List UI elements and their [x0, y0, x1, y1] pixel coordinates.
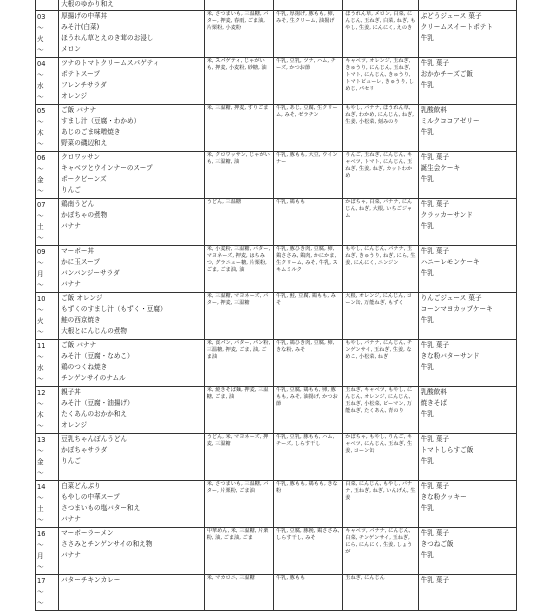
- date-cell: [36, 528, 59, 575]
- snack-item: 牛乳: [420, 34, 434, 42]
- date-separator: ～: [37, 46, 44, 54]
- ingredient-list: 米, 小麦粉, 三温糖, バター, マヨネーズ, 押麦, はちみつ, グラニュー糖, 片栗粉, ごま, ごま油, 油: [206, 246, 271, 273]
- snack-item: 牛乳: [420, 316, 434, 324]
- dish-name: かぼちゃサラダ: [61, 446, 108, 454]
- weekday: 木: [37, 411, 44, 419]
- ingredient-list: 牛乳, 豚ひき肉, 豆腐, 卵, 鶏ささみ, 鶏肉, かにかま, 生クリーム, みそ, 牛乳, スキムミルク: [275, 246, 338, 273]
- dish-name: フレンチサラダ: [61, 81, 107, 89]
- snack-item: きな粉バターサンド: [420, 352, 480, 360]
- date-cell: [36, 58, 59, 105]
- vegetable-ingredients-cell: [343, 481, 418, 528]
- ingredient-list: 牛乳, 豚もも: [275, 575, 306, 581]
- menu-cell: [59, 0, 205, 11]
- date-number: 13: [37, 436, 46, 444]
- menu-cell: [59, 387, 205, 434]
- dish-name: りんご: [61, 457, 81, 465]
- vegetable-ingredients-cell: [343, 293, 418, 340]
- menu-row: [36, 434, 517, 481]
- snack-item: 牛乳 菓子: [420, 247, 450, 255]
- snack-item: 牛乳: [420, 457, 434, 465]
- date-cell: [36, 340, 59, 387]
- snack-item: 牛乳: [420, 175, 434, 183]
- dish-name: オレンジ: [61, 421, 88, 429]
- dish-name: ツナのトマトクリームスパゲティ: [61, 59, 160, 67]
- date-cell: [36, 0, 59, 11]
- snack-item: 乳酸飲料: [420, 106, 447, 114]
- date-number: 07: [37, 201, 46, 209]
- date-number: 04: [37, 60, 46, 68]
- date-cell: [36, 293, 59, 340]
- vegetable-ingredients-cell: [343, 434, 418, 481]
- snack-item: 牛乳: [420, 410, 434, 418]
- menu-cell: [59, 105, 205, 152]
- vegetable-ingredients-cell: [343, 105, 418, 152]
- protein-ingredients-cell: [273, 340, 342, 387]
- snack-item: トマトしらすご飯: [420, 446, 474, 454]
- vegetable-ingredients-cell: [343, 152, 418, 199]
- snack-item: 牛乳: [420, 504, 434, 512]
- energy-ingredients-cell: [204, 152, 273, 199]
- snack-cell: [418, 58, 516, 105]
- dish-name: 親子丼: [61, 388, 81, 396]
- menu-cell: [59, 528, 205, 575]
- menu-table: [35, 0, 517, 611]
- snack-cell: [418, 293, 516, 340]
- ingredient-list: もやし, にんじん, バナナ, 玉ねぎ, きゅうり, ねぎ, にら, 生姜, にんにく, ニンジン: [345, 246, 416, 266]
- ingredient-list: 中華めん, 米, 三温糖, 片栗粉, 油, ごま油, ごま: [206, 528, 269, 541]
- date-cell: [36, 11, 59, 58]
- snack-item: 牛乳 菓子: [420, 529, 450, 537]
- date-separator: ～: [37, 118, 44, 126]
- date-separator: ～: [37, 93, 44, 101]
- ingredient-list: 牛乳, 厚揚げ, 豚もも, 卵, みそ, 生クリーム, 油揚げ: [275, 11, 335, 24]
- dish-name: 鮭の西京焼き: [61, 316, 101, 324]
- dish-name: かぼちゃの煮物: [61, 211, 108, 219]
- snack-cell: [418, 199, 516, 246]
- dish-name: チンゲンサイのナムル: [61, 374, 126, 382]
- ingredient-list: 大根, オレンジ, にんじん, コーン缶, 万能ねぎ, もずく: [345, 293, 412, 306]
- snack-item: 牛乳 菓子: [420, 482, 450, 490]
- dish-name: みそ汁（豆腐・なめこ）: [61, 352, 134, 360]
- protein-ingredients-cell: [273, 575, 342, 611]
- weekday: 月: [37, 552, 44, 560]
- ingredient-list: 玉ねぎ, キャベツ, もやし, にんじん, オレンジ, にんじん, 玉ねぎ, 小松菜, ピーマン, 万能ねぎ, たくあん, 青のり: [345, 387, 413, 414]
- dish-name: マーボー丼: [61, 247, 95, 255]
- protein-ingredients-cell: [273, 434, 342, 481]
- ingredient-list: 牛乳, 鶏もも: [275, 199, 306, 205]
- menu-row: [36, 481, 517, 528]
- menu-sheet: [35, 0, 517, 611]
- vegetable-ingredients-cell: [343, 246, 418, 293]
- snack-item: 牛乳 菓子: [420, 59, 450, 67]
- menu-cell: [59, 152, 205, 199]
- date-separator: ～: [37, 422, 44, 430]
- weekday: 水: [37, 364, 44, 372]
- menu-row: [36, 387, 517, 434]
- snack-item: りんごジュース 菓子: [420, 294, 482, 302]
- date-cell: [36, 481, 59, 528]
- protein-ingredients-cell: [273, 293, 342, 340]
- dish-name: もやしの中華スープ: [61, 493, 120, 501]
- ingredient-list: 白菜, にんじん, もやし, バナナ, 玉ねぎ, ねぎ, いんげん, 生姜: [345, 481, 416, 501]
- protein-ingredients-cell: [273, 152, 342, 199]
- weekday: 月: [37, 270, 44, 278]
- ingredient-list: 米, マカロニ, 三温糖: [206, 575, 255, 581]
- snack-item: クリームスイートポテト: [420, 23, 493, 31]
- dish-name: 鶏南うどん: [61, 200, 95, 208]
- vegetable-ingredients-cell: [343, 340, 418, 387]
- weekday: 火: [37, 35, 44, 43]
- weekday: 水: [37, 82, 44, 90]
- menu-cell: [59, 199, 205, 246]
- dish-name: 鶏のつくね焼き: [61, 363, 108, 371]
- date-number: 03: [37, 13, 46, 21]
- vegetable-ingredients-cell: [343, 199, 418, 246]
- ingredient-list: 牛乳, 豆腐, 豚挽, 鶏ささみ, しらす干し, みそ: [275, 528, 340, 541]
- dish-name: ご飯 バナナ: [61, 106, 97, 114]
- ingredient-list: 玉ねぎ, にんじん: [345, 575, 385, 581]
- dish-name: たくあんのおかか和え: [61, 410, 128, 418]
- energy-ingredients-cell: [204, 58, 273, 105]
- dish-name: ポークビーンズ: [61, 175, 107, 183]
- date-number: 17: [37, 577, 46, 585]
- dish-name: かに玉スープ: [61, 258, 100, 266]
- date-separator: ～: [37, 494, 44, 502]
- ingredient-list: りんご, 玉ねぎ, にんじん, キャベツ, トマト, にんじん, 玉ねぎ, 生姜, ねぎ, カットわかめ: [345, 152, 413, 179]
- ingredient-list: もやし, バナナ, にんじん, チンゲンサイ, 玉ねぎ, 生姜, なめこ, 小松菜, ねぎ: [345, 340, 413, 360]
- weekday: 木: [37, 129, 44, 137]
- menu-cell: [59, 575, 205, 611]
- ingredient-list: 牛乳, 鶏ひき肉, 豆腐, 卵, きな粉, みそ: [275, 340, 335, 353]
- date-separator: ～: [37, 71, 44, 79]
- ingredient-list: 米, さつまいも, 三温糖, バター, 片栗粉, ごま油: [206, 481, 269, 494]
- snack-item: 牛乳: [420, 551, 434, 559]
- snack-item: 牛乳: [420, 128, 434, 136]
- dish-name: すまし汁（豆腐・わかめ）: [61, 117, 141, 125]
- dish-name: メロン: [61, 45, 81, 53]
- snack-cell: [418, 528, 516, 575]
- weekday: 土: [37, 223, 44, 231]
- snack-item: きな粉クッキー: [420, 493, 467, 501]
- menu-row: [36, 58, 517, 105]
- snack-item: 乳酸飲料: [420, 388, 447, 396]
- snack-item: ミルクココアゼリー: [420, 117, 480, 125]
- date-separator: ～: [37, 447, 44, 455]
- weekday: 金: [37, 176, 44, 184]
- ingredient-list: ほうれん草, メロン, 白菜, にんじん, 玉ねぎ, 白菜, ねぎ, もやし, 生姜, にんにく, えのき: [345, 11, 416, 31]
- ingredient-list: 米, スパゲティ, じゃがいも, 押麦, 小麦粉, 砂糖, 油: [206, 58, 267, 71]
- snack-item: 牛乳 菓子: [420, 435, 450, 443]
- ingredient-list: 牛乳, 豆乳, ツナ, ハム, チーズ, かつお節: [275, 58, 336, 71]
- snack-cell: [418, 340, 516, 387]
- menu-row: [36, 0, 517, 11]
- dish-name: あじのごま味噌焼き: [61, 128, 121, 136]
- energy-ingredients-cell: [204, 11, 273, 58]
- dish-name: みそ汁(白菜): [61, 23, 100, 31]
- menu-row: [36, 575, 517, 611]
- dish-name: ほうれん草とえのき茸のお浸し: [61, 34, 154, 42]
- snack-item: 牛乳 菓子: [420, 200, 450, 208]
- protein-ingredients-cell: [273, 387, 342, 434]
- date-separator: ～: [37, 353, 44, 361]
- vegetable-ingredients-cell: [343, 528, 418, 575]
- dish-name: 大根とにんじんの煮物: [61, 327, 128, 335]
- ingredient-list: キャベツ, オレンジ, 玉ねぎ, きゅうり, にんじん, 玉ねぎ, トマト, にんじん, きゅうり, トマトピューレ, きゅうり, しめじ, パセリ: [345, 58, 414, 92]
- snack-cell: [418, 434, 516, 481]
- date-number: 09: [37, 248, 46, 256]
- snack-item: 牛乳: [420, 222, 434, 230]
- snack-item: コーンマヨカップケーキ: [420, 305, 493, 313]
- snack-item: 誕生会ケーキ: [420, 164, 461, 172]
- vegetable-ingredients-cell: [343, 58, 418, 105]
- date-number: 05: [37, 107, 46, 115]
- snack-cell: [418, 152, 516, 199]
- dish-name: バナナ: [61, 551, 81, 559]
- vegetable-ingredients-cell: [343, 0, 418, 11]
- date-cell: [36, 246, 59, 293]
- menu-cell: [59, 58, 205, 105]
- dish-name: キャベツとウインナーのスープ: [61, 164, 153, 172]
- energy-ingredients-cell: [204, 199, 273, 246]
- date-separator: ～: [37, 400, 44, 408]
- ingredient-list: うどん, 米, マヨネーズ, 押麦, 三温糖: [206, 434, 269, 447]
- date-cell: [36, 387, 59, 434]
- ingredient-list: 米, 三温糖, 押麦, すりごま: [206, 105, 269, 111]
- energy-ingredients-cell: [204, 0, 273, 11]
- menu-row: [36, 340, 517, 387]
- snack-item: 牛乳: [420, 269, 434, 277]
- dish-name: 厚揚げの中華丼: [61, 12, 108, 20]
- dish-name: りんご: [61, 186, 81, 194]
- ingredient-list: 牛乳, 鮭, 豆腐, 鶏もも, みそ: [275, 293, 336, 306]
- ingredient-list: 米, さつまいも, 三温糖, バター, 押麦, 春雨, ごま油, 片栗粉, 小麦粉: [206, 11, 269, 31]
- snack-cell: [418, 575, 516, 611]
- snack-item: きつねご飯: [420, 540, 454, 548]
- energy-ingredients-cell: [204, 434, 273, 481]
- date-separator: ～: [37, 599, 44, 607]
- ingredient-list: キャベツ, バナナ, にんじん, 白菜, チンゲンサイ, 玉ねぎ, にら, にんにく, 生姜, しょうが: [345, 528, 413, 555]
- snack-item: 牛乳 菓子: [420, 153, 450, 161]
- menu-row: [36, 246, 517, 293]
- snack-item: ぶどうジュース 菓子: [420, 12, 482, 20]
- menu-row: [36, 105, 517, 152]
- date-separator: ～: [37, 24, 44, 32]
- energy-ingredients-cell: [204, 246, 273, 293]
- date-number: 06: [37, 154, 46, 162]
- dish-name: ご飯 バナナ: [61, 341, 97, 349]
- ingredient-list: 米, 食パン, バター, パン粉, 三温糖, 押麦, ごま, 油, ごま油: [206, 340, 271, 360]
- protein-ingredients-cell: [273, 11, 342, 58]
- dish-name: 野菜の磯辺和え: [61, 139, 108, 147]
- snack-cell: [418, 481, 516, 528]
- dish-name: 大根のゆかり和え: [61, 0, 114, 8]
- date-separator: ～: [37, 165, 44, 173]
- energy-ingredients-cell: [204, 105, 273, 152]
- ingredient-list: 牛乳, 豆乳, 豚もも, ハム, チーズ, しらす干し: [275, 434, 335, 447]
- date-separator: ～: [37, 212, 44, 220]
- ingredient-list: 牛乳, 豚もも, 鶏もも, きな粉: [275, 481, 338, 494]
- dish-name: マーボーラーメン: [61, 529, 114, 537]
- protein-ingredients-cell: [273, 0, 342, 11]
- energy-ingredients-cell: [204, 340, 273, 387]
- energy-ingredients-cell: [204, 293, 273, 340]
- date-cell: [36, 575, 59, 611]
- ingredient-list: 牛乳, 豆腐, 鶏もも, 卵, 豚もも, みそ, 油揚げ, かつお節: [275, 387, 338, 407]
- ingredient-list: 米, クロワッサン, じゃがいも, 三温糖, 油: [206, 152, 270, 165]
- date-cell: [36, 152, 59, 199]
- dish-name: ポテトスープ: [61, 70, 100, 78]
- dish-name: バナナ: [61, 515, 81, 523]
- protein-ingredients-cell: [273, 105, 342, 152]
- snack-item: 焼きそば: [420, 399, 447, 407]
- date-cell: [36, 434, 59, 481]
- date-separator: ～: [37, 187, 44, 195]
- date-separator: ～: [37, 588, 44, 596]
- snack-cell: [418, 105, 516, 152]
- dish-name: みそ汁（豆腐・油揚げ）: [61, 399, 134, 407]
- ingredient-list: かぼちゃ, もやし, りんご, キャベツ, にんじん, 玉ねぎ, 生姜, コーン缶: [345, 434, 413, 454]
- date-separator: ～: [37, 259, 44, 267]
- menu-cell: [59, 293, 205, 340]
- date-number: 10: [37, 295, 46, 303]
- weekday: 火: [37, 317, 44, 325]
- snack-item: 牛乳: [420, 81, 434, 89]
- dish-name: ささみとチンゲンサイの和え物: [61, 540, 153, 548]
- dish-name: もずくのすまし汁（もずく・豆腐）: [61, 305, 167, 313]
- protein-ingredients-cell: [273, 199, 342, 246]
- date-separator: ～: [37, 469, 44, 477]
- date-separator: ～: [37, 234, 44, 242]
- energy-ingredients-cell: [204, 481, 273, 528]
- ingredient-list: もやし, バナナ, ほうれん草, ねぎ, わかめ, にんじん, ねぎ, 生姜, 小松菜, 刻みのり: [345, 105, 414, 125]
- date-separator: ～: [37, 541, 44, 549]
- menu-row: [36, 293, 517, 340]
- date-number: 14: [37, 483, 46, 491]
- menu-row: [36, 199, 517, 246]
- ingredient-list: 牛乳, あじ, 豆腐, 生クリーム, みそ, ゼラチン: [275, 105, 338, 118]
- menu-cell: [59, 434, 205, 481]
- snack-item: クラッカーサンド: [420, 211, 473, 219]
- snack-item: おかかチーズご飯: [420, 70, 473, 78]
- weekday: 金: [37, 458, 44, 466]
- menu-row: [36, 11, 517, 58]
- vegetable-ingredients-cell: [343, 11, 418, 58]
- dish-name: さつまいもの塩バター和え: [61, 504, 141, 512]
- menu-cell: [59, 340, 205, 387]
- vegetable-ingredients-cell: [343, 575, 418, 611]
- snack-cell: [418, 0, 516, 11]
- date-separator: ～: [37, 516, 44, 524]
- ingredient-list: 牛乳, 豚もも, 大豆, ウインナー: [275, 152, 338, 165]
- dish-name: バンバンジーサラダ: [61, 269, 120, 277]
- date-number: 11: [37, 342, 46, 350]
- protein-ingredients-cell: [273, 246, 342, 293]
- ingredient-list: うどん, 三温糖: [206, 199, 242, 205]
- ingredient-list: 米, 焼きそば麺, 押麦, 三温糖, ごま, 油: [206, 387, 269, 400]
- energy-ingredients-cell: [204, 575, 273, 611]
- dish-name: バターチキンカレー: [61, 576, 121, 584]
- menu-row: [36, 152, 517, 199]
- date-cell: [36, 199, 59, 246]
- menu-rows: [36, 0, 517, 611]
- menu-cell: [59, 481, 205, 528]
- date-number: 16: [37, 530, 46, 538]
- dish-name: バナナ: [61, 222, 81, 230]
- vegetable-ingredients-cell: [343, 387, 418, 434]
- ingredient-list: 米, 三温糖, マヨネーズ, バター, 押麦, 三温糖: [206, 293, 269, 306]
- dish-name: ご飯 オレンジ: [61, 294, 103, 302]
- snack-cell: [418, 387, 516, 434]
- snack-item: 牛乳 菓子: [420, 576, 450, 584]
- date-separator: ～: [37, 306, 44, 314]
- energy-ingredients-cell: [204, 528, 273, 575]
- dish-name: バナナ: [61, 280, 81, 288]
- weekday: 土: [37, 505, 44, 513]
- protein-ingredients-cell: [273, 481, 342, 528]
- menu-row: [36, 528, 517, 575]
- ingredient-list: かぼちゃ, 白菜, バナナ, にんじん, ねぎ, 大根, いちごジャム: [345, 199, 413, 219]
- date-number: 12: [37, 389, 46, 397]
- protein-ingredients-cell: [273, 528, 342, 575]
- snack-item: 牛乳: [420, 363, 434, 371]
- date-separator: ～: [37, 375, 44, 383]
- protein-ingredients-cell: [273, 58, 342, 105]
- snack-cell: [418, 246, 516, 293]
- dish-name: オレンジ: [61, 92, 88, 100]
- menu-cell: [59, 11, 205, 58]
- date-cell: [36, 105, 59, 152]
- snack-item: ハニーレモンケーキ: [420, 258, 480, 266]
- date-separator: ～: [37, 281, 44, 289]
- snack-cell: [418, 11, 516, 58]
- date-separator: ～: [37, 563, 44, 571]
- date-separator: ～: [37, 140, 44, 148]
- dish-name: 白菜どんぶり: [61, 482, 101, 490]
- energy-ingredients-cell: [204, 387, 273, 434]
- snack-item: 牛乳 菓子: [420, 341, 450, 349]
- dish-name: 豆乳ちゃんぽんうどん: [61, 435, 128, 443]
- menu-cell: [59, 246, 205, 293]
- dish-name: クロワッサン: [61, 153, 100, 161]
- date-separator: ～: [37, 328, 44, 336]
